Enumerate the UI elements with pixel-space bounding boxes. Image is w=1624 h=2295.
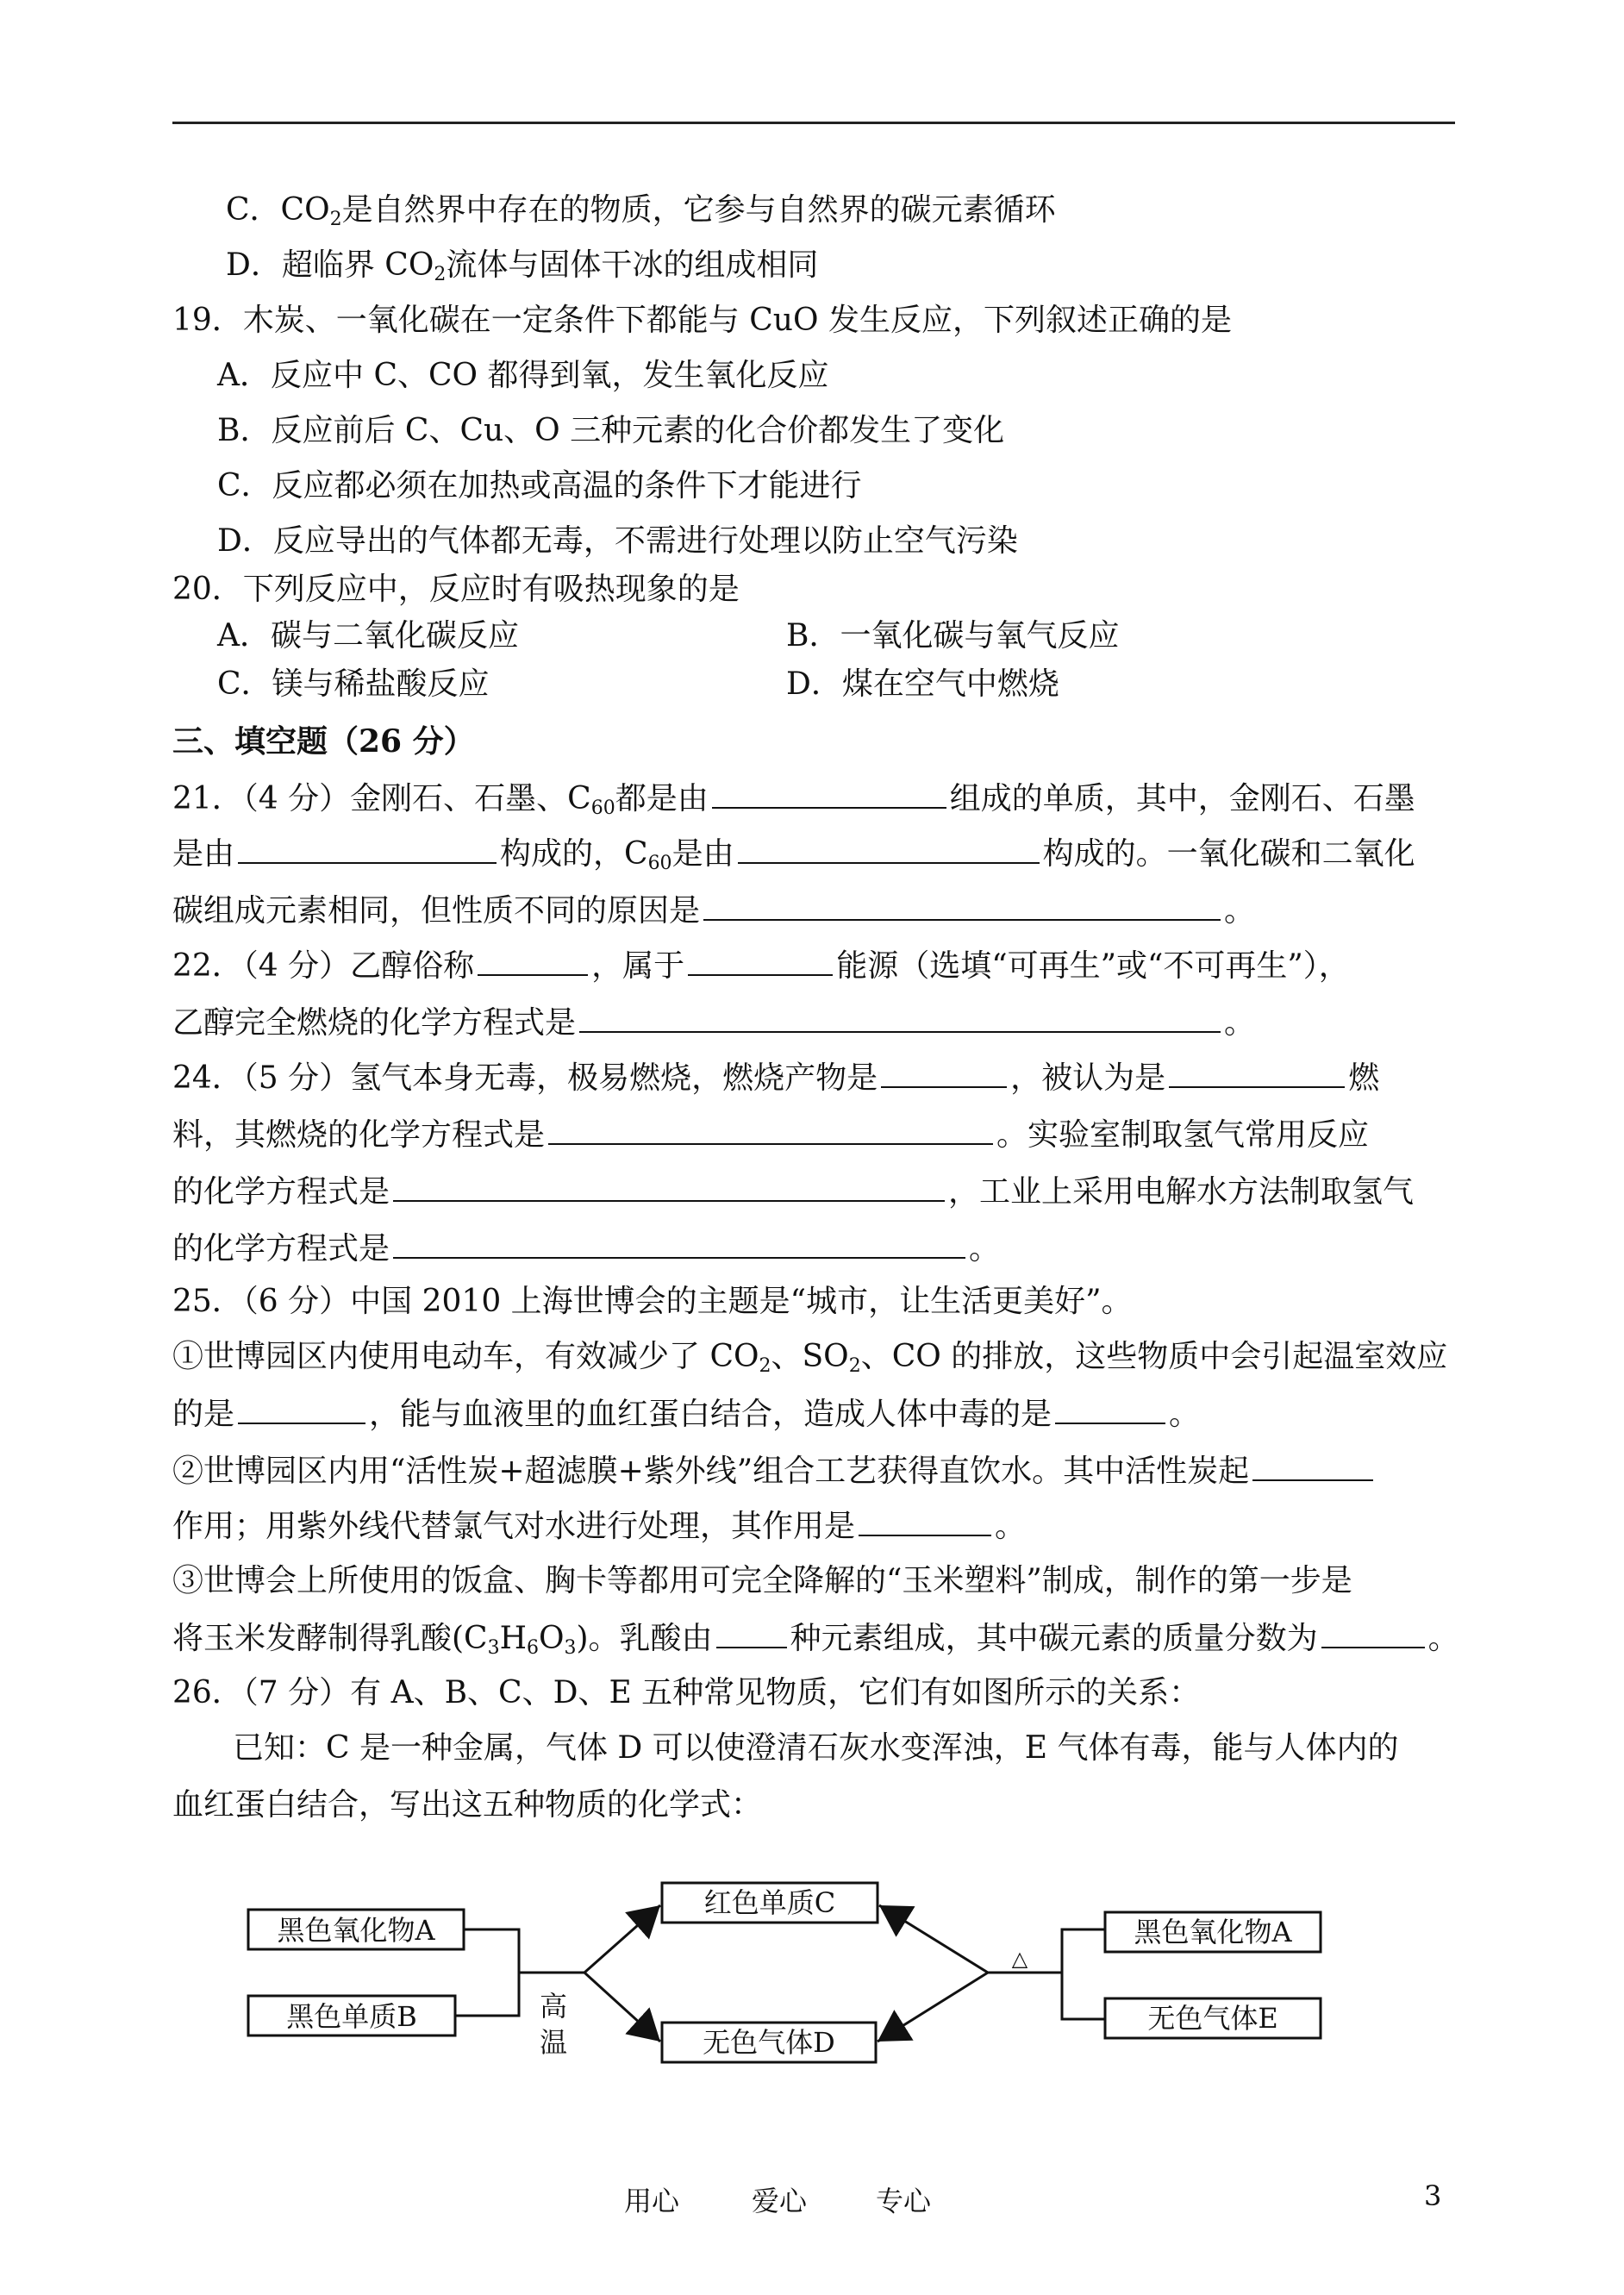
q25-stem: 25．（6 分）中国 2010 上海世博会的主题是“城市，让生活更美好”。 — [172, 1284, 1133, 1319]
q24-line4: 的化学方程式是 。 — [172, 1226, 1000, 1270]
q24-blank-2[interactable] — [1169, 1055, 1345, 1088]
q21-blank-3[interactable] — [738, 831, 1040, 864]
header-rule — [172, 122, 1455, 124]
q18-option-d: D．超临界 $CO_2$流体与固体干冰的组成相同 — [226, 247, 819, 285]
q22-line1: 22．（4 分）乙醇俗称 ，属于 能源（选填“可再生”或“不可再生”）， — [172, 943, 1350, 987]
q24-line2: 料，其燃烧的化学方程式是 。实验室制取氢气常用反应 — [172, 1112, 1369, 1156]
q24-blank-4[interactable] — [393, 1169, 945, 1202]
footer-word-2: 爱心 — [752, 2185, 808, 2217]
box-e-label: 无色气体E — [1147, 2002, 1278, 2035]
q24-blank-5[interactable] — [393, 1226, 965, 1259]
q19-option-d: D．反应导出的气体都无毒，不需进行处理以防止空气污染 — [217, 523, 1018, 559]
condition-temp: 温 — [539, 2026, 568, 2059]
q25-part3-line2: 将玉米发酵制得乳酸$(C_3H_6O_3)$。乳酸由 种元素组成，其中碳元素的质量分数为 。 — [172, 1616, 1459, 1669]
q24-line3: 的化学方程式是 ，工业上采用电解水方法制取氢气 — [172, 1169, 1414, 1213]
q26-stem: 26．（7 分）有 A、B、C、D、E 五种常见物质，它们有如图所示的关系： — [172, 1675, 1201, 1710]
q25-part1-line2: 的是 ，能与血液里的血红蛋白结合，造成人体中毒的是 。 — [172, 1391, 1200, 1435]
q21-blank-1[interactable] — [712, 776, 946, 809]
q22-line2: 乙醇完全燃烧的化学方程式是 。 — [172, 1000, 1255, 1044]
q22-blank-1[interactable] — [478, 943, 588, 976]
q26-given-line2: 血红蛋白结合，写出这五种物质的化学式： — [172, 1787, 763, 1823]
q24-line1: 24．（5 分）氢气本身无毒，极易燃烧，燃烧产物是 ，被认为是 燃 — [172, 1055, 1379, 1099]
q25-blank-2[interactable] — [1055, 1391, 1165, 1424]
q25-part2-line2: 作用；用紫外线代替氯气对水进行处理，其作用是 。 — [172, 1504, 1026, 1548]
q25-blank-4[interactable] — [859, 1504, 991, 1536]
q20-option-c: C．镁与稀盐酸反应 — [217, 666, 490, 702]
q26-given-line1: 已知：C 是一种金属，气体 D 可以使澄清石灰水变浑浊，E 气体有毒，能与人体内的 — [233, 1730, 1399, 1766]
q22-blank-2[interactable] — [688, 943, 833, 976]
q20-option-b: B．一氧化碳与氧气反应 — [786, 618, 1120, 653]
box-a-left-label: 黑色氧化物A — [277, 1914, 435, 1947]
q25-blank-3[interactable] — [1252, 1448, 1373, 1481]
q25-blank-1[interactable] — [238, 1391, 365, 1424]
q25-part3-line1: ③世博会上所使用的饭盒、胸卡等都用可完全降解的“玉米塑料”制成，制作的第一步是 — [172, 1563, 1352, 1598]
box-a-right-label: 黑色氧化物A — [1134, 1916, 1292, 1948]
q20-option-a: A．碳与二氧化碳反应 — [217, 618, 519, 653]
box-c-label: 红色单质C — [703, 1886, 836, 1919]
q21-blank-2[interactable] — [238, 831, 497, 864]
q25-part2-line1: ②世博园区内用“活性炭+超滤膜+紫外线”组合工艺获得直饮水。其中活性炭起 — [172, 1448, 1377, 1492]
q19-stem: 19．木炭、一氧化碳在一定条件下都能与 CuO 发生反应，下列叙述正确的是 — [172, 303, 1232, 338]
q19-option-a: A．反应中 C、CO 都得到氧，发生氧化反应 — [217, 358, 829, 393]
box-b-label: 黑色单质B — [286, 2000, 417, 2033]
q25-blank-6[interactable] — [1321, 1616, 1425, 1648]
q24-blank-3[interactable] — [548, 1112, 993, 1145]
q25-blank-5[interactable] — [716, 1616, 787, 1648]
page-number: 3 — [1424, 2179, 1442, 2212]
q21-line2: 是由 构成的，$C_{60}$是由 构成的。一氧化碳和二氧化 — [172, 831, 1415, 885]
heat-symbol: △ — [1011, 1947, 1028, 1971]
q20-option-d: D．煤在空气中燃烧 — [786, 666, 1059, 702]
section-title: 三、填空题（26 分） — [172, 723, 475, 760]
q24-blank-1[interactable] — [881, 1055, 1007, 1088]
reaction-diagram — [241, 1871, 1405, 2086]
q18-option-c: C．$CO_2$是自然界中存在的物质，它参与自然界的碳元素循环 — [226, 192, 1056, 230]
footer-word-1: 用心 — [624, 2185, 680, 2217]
q19-option-c: C．反应都必须在加热或高温的条件下才能进行 — [217, 468, 862, 503]
q25-part1-line1: ①世博园区内使用电动车，有效减少了 $CO_2$、$SO_2$、CO 的排放，这些物质中会引起温室效应 — [172, 1339, 1448, 1377]
q21-blank-4[interactable] — [703, 888, 1221, 921]
q20-stem: 20．下列反应中，反应时有吸热现象的是 — [172, 572, 740, 607]
q22-blank-3[interactable] — [579, 1000, 1221, 1033]
box-d-label: 无色气体D — [703, 2026, 835, 2059]
q21-line3: 碳组成元素相同，但性质不同的原因是 。 — [172, 888, 1255, 932]
q19-option-b: B．反应前后 C、Cu、O 三种元素的化合价都发生了变化 — [217, 413, 1005, 448]
q21-line1: 21．（4 分）金刚石、石墨、$C_{60}$都是由 组成的单质，其中，金刚石、石墨 — [172, 776, 1415, 829]
condition-high: 高 — [539, 1990, 568, 2023]
footer-word-3: 专心 — [876, 2185, 932, 2217]
